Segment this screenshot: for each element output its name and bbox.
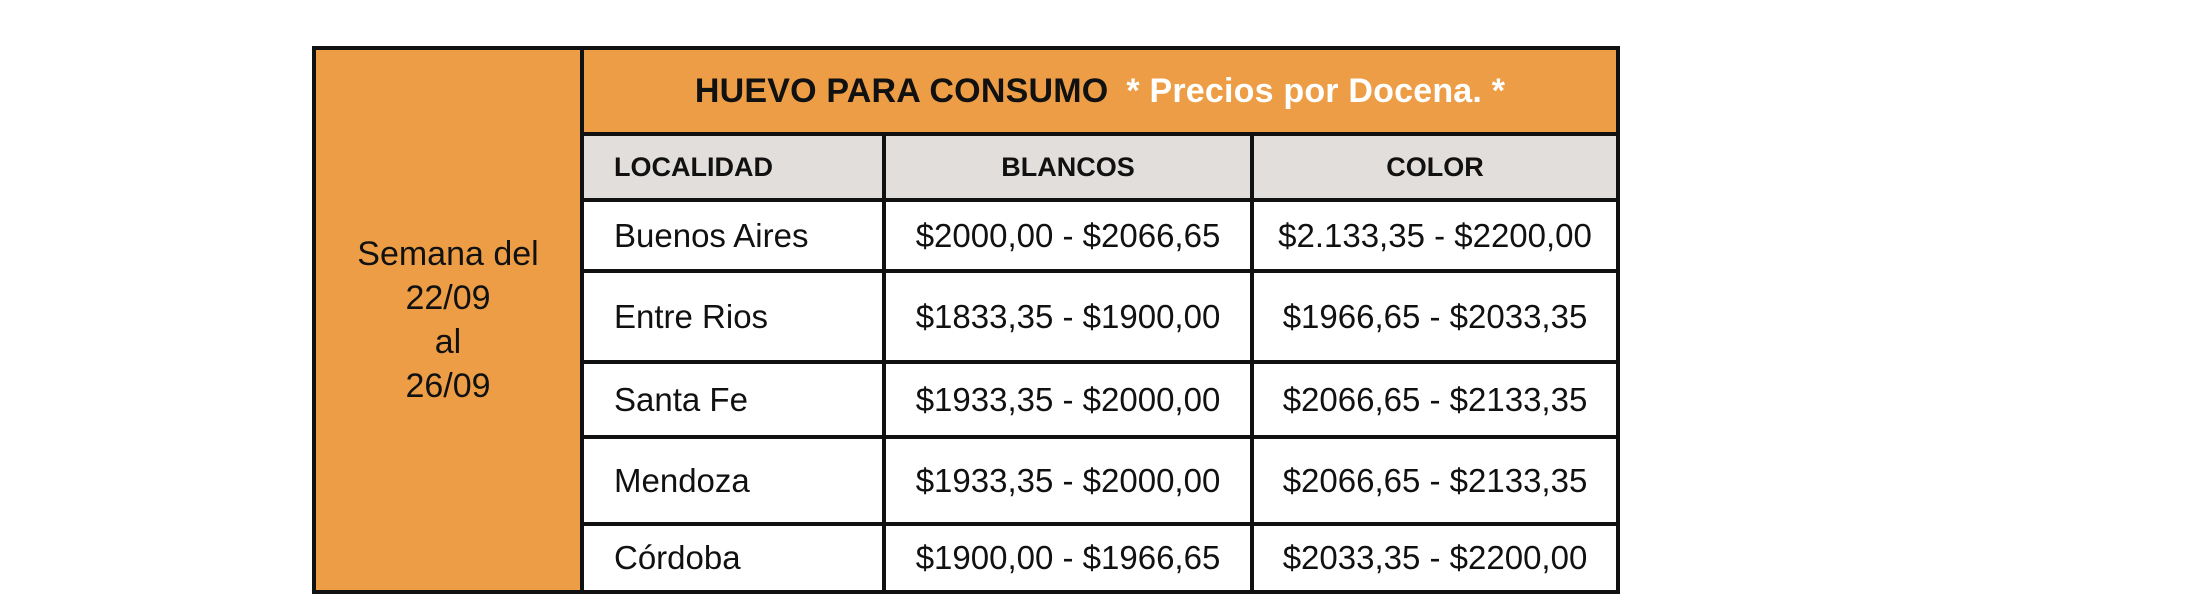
table-title: HUEVO PARA CONSUMO — [694, 71, 1109, 110]
table-subtitle-note: * Precios por Docena. * — [1126, 71, 1506, 110]
header-localidad: LOCALIDAD — [582, 134, 884, 200]
cell-color: $2033,35 - $2200,00 — [1252, 524, 1618, 592]
cell-localidad: Santa Fe — [582, 362, 884, 437]
cell-blancos: $1933,35 - $2000,00 — [884, 437, 1252, 524]
cell-localidad: Entre Rios — [582, 271, 884, 362]
header-color: COLOR — [1252, 134, 1618, 200]
cell-blancos: $2000,00 - $2066,65 — [884, 200, 1252, 271]
cell-blancos: $1933,35 - $2000,00 — [884, 362, 1252, 437]
cell-blancos: $1833,35 - $1900,00 — [884, 271, 1252, 362]
week-connector: al — [434, 323, 462, 361]
egg-price-table — [312, 46, 1620, 594]
week-end-date: 26/09 — [405, 367, 491, 405]
week-label: Semana del — [357, 235, 539, 273]
cell-blancos: $1900,00 - $1966,65 — [884, 524, 1252, 592]
cell-color: $2066,65 - $2133,35 — [1252, 362, 1618, 437]
table-title-cell — [582, 48, 1618, 134]
week-start-date: 22/09 — [405, 279, 491, 317]
cell-localidad: Córdoba — [582, 524, 884, 592]
header-blancos: BLANCOS — [884, 134, 1252, 200]
cell-color: $2066,65 - $2133,35 — [1252, 437, 1618, 524]
week-range-cell — [314, 48, 582, 592]
cell-localidad: Buenos Aires — [582, 200, 884, 271]
cell-color: $2.133,35 - $2200,00 — [1252, 200, 1618, 271]
cell-localidad: Mendoza — [582, 437, 884, 524]
cell-color: $1966,65 - $2033,35 — [1252, 271, 1618, 362]
